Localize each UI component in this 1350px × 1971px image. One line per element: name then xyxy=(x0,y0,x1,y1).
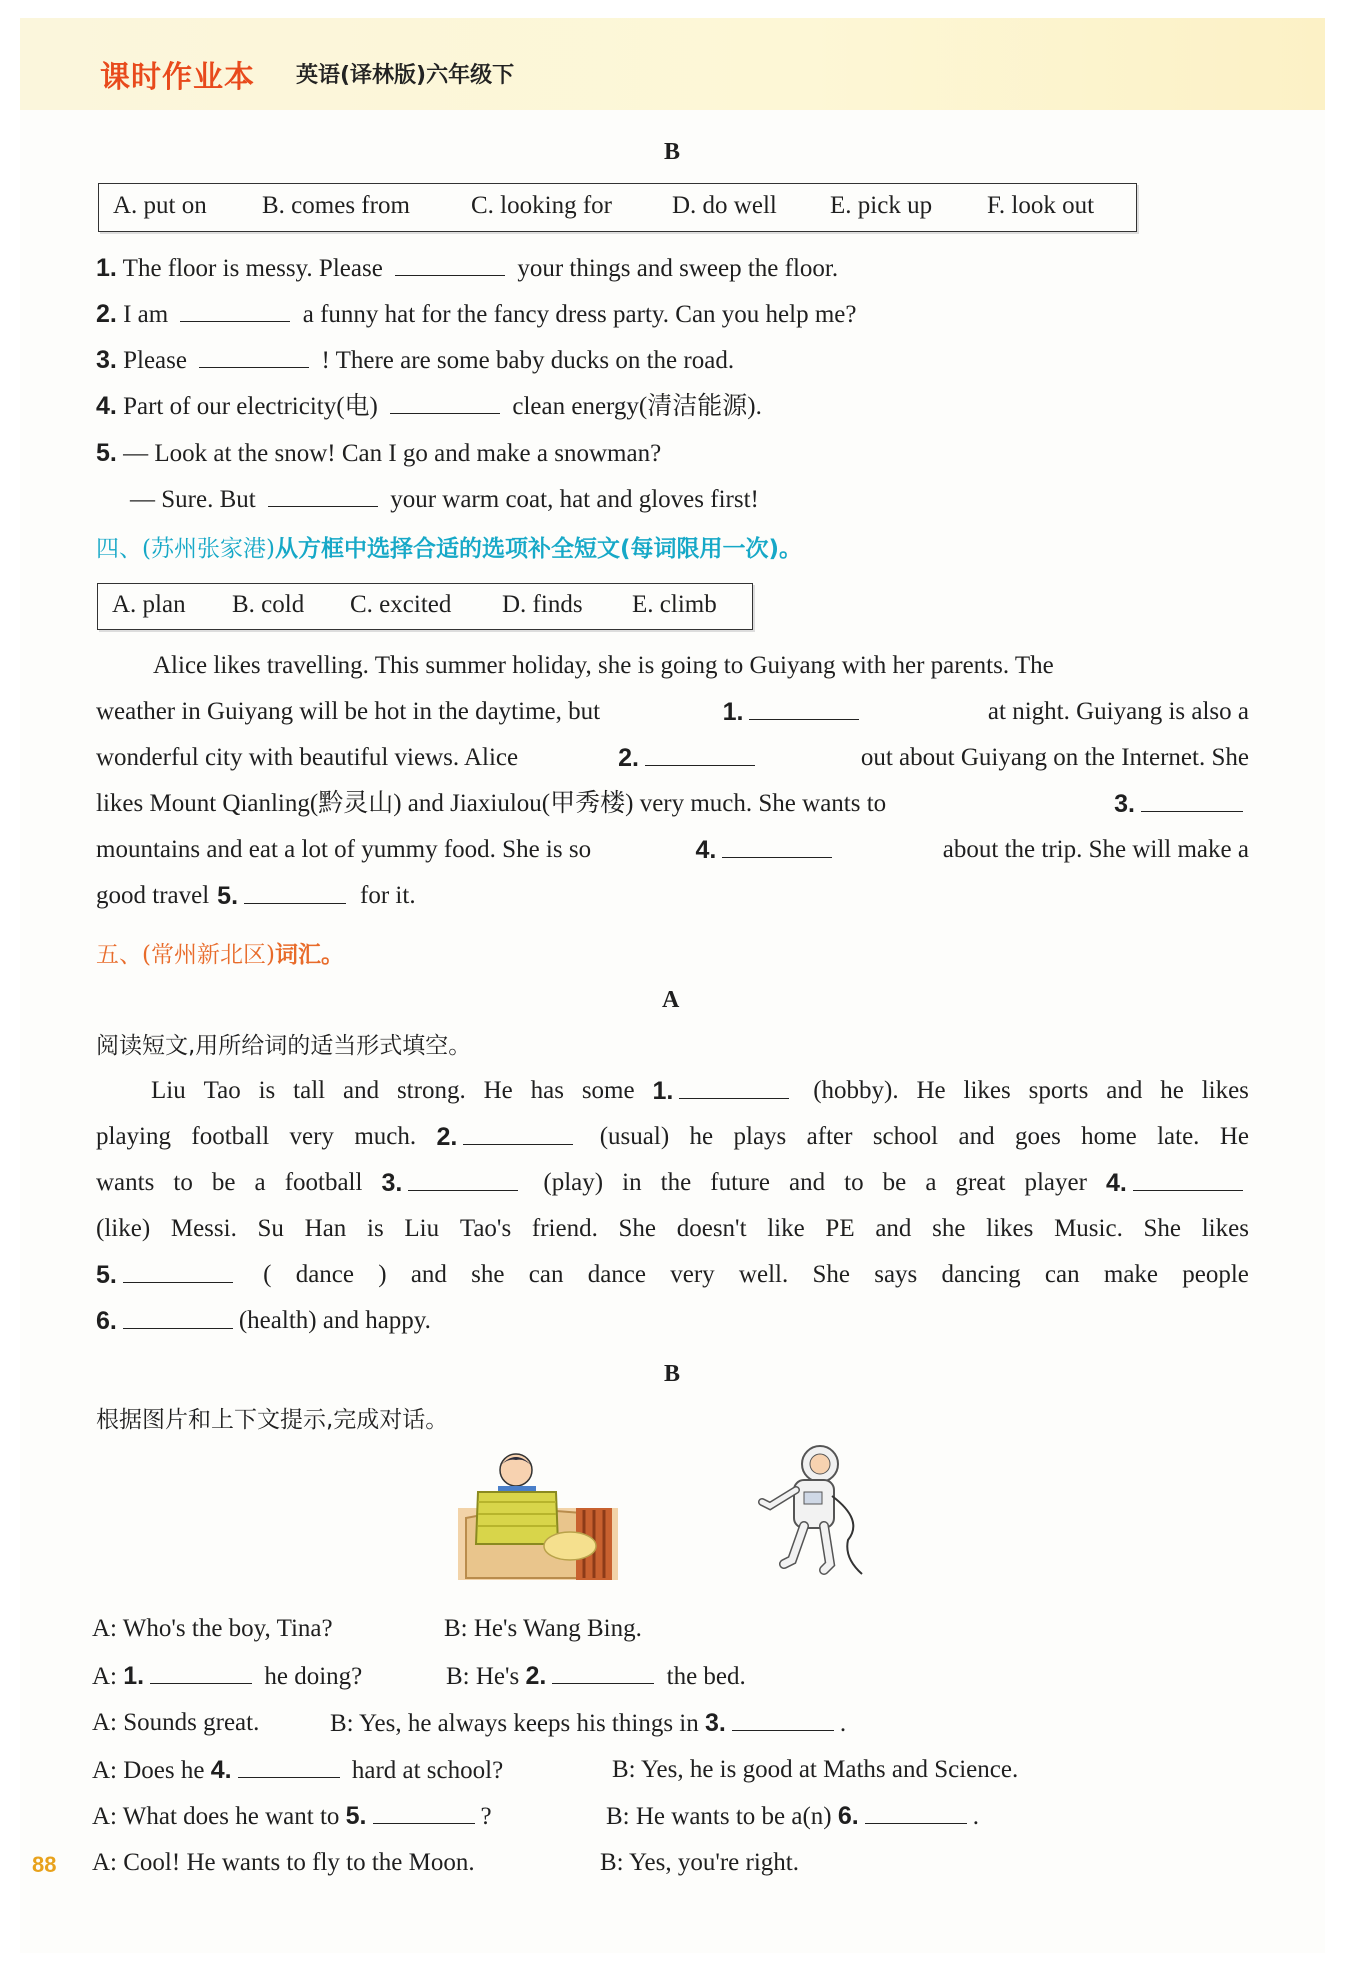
passage-word: she xyxy=(932,1215,966,1242)
answer-blank[interactable] xyxy=(390,391,500,414)
dialogue-line-b xyxy=(446,1660,746,1693)
dialogue-line-b xyxy=(330,1707,846,1740)
passage-word: likes xyxy=(986,1215,1034,1242)
section-4-passage xyxy=(96,650,1249,926)
passage-word: to xyxy=(844,1169,864,1196)
passage-word: (usual) xyxy=(599,1123,670,1150)
passage-word: ) xyxy=(378,1261,387,1288)
passage-word: plays xyxy=(733,1123,787,1150)
passage-word: PE xyxy=(825,1215,855,1242)
passage-word: tall xyxy=(293,1077,326,1104)
passage-word: is xyxy=(258,1077,276,1104)
passage-word: has xyxy=(530,1077,564,1104)
blank-number: 3. xyxy=(381,1169,403,1197)
answer-blank[interactable] xyxy=(238,1755,340,1778)
option-box-4 xyxy=(97,583,753,630)
passage-line: mountains and eat a lot of yummy food. She is so 4. about the trip. She will make a xyxy=(96,836,1249,864)
passage-word: school xyxy=(872,1123,939,1150)
dialogue-line-b xyxy=(612,1754,1018,1786)
dialogue-line-b xyxy=(444,1613,642,1645)
passage-word: wants xyxy=(96,1169,155,1196)
passage-word: like xyxy=(767,1215,805,1242)
dialogue-text: B: Yes, you're right. xyxy=(600,1849,799,1876)
answer-blank[interactable] xyxy=(244,881,346,904)
dialogue-text: B: He wants to be a(n) xyxy=(606,1803,838,1830)
passage-word: the xyxy=(660,1169,692,1196)
passage-word: in xyxy=(622,1169,642,1196)
blank-number: 6. xyxy=(837,1802,859,1830)
passage-word: likes xyxy=(963,1077,1011,1104)
blank-number: 2. xyxy=(525,1662,547,1690)
option-c: C. excited xyxy=(350,591,452,618)
passage-word: dance xyxy=(587,1261,646,1288)
dialogue-line-a xyxy=(92,1613,333,1645)
passage-word: to xyxy=(173,1169,193,1196)
answer-blank[interactable] xyxy=(679,1076,789,1099)
dialogue-text: hard at school? xyxy=(345,1757,504,1784)
answer-blank[interactable] xyxy=(123,1260,233,1283)
passage-word: (hobby). xyxy=(813,1077,899,1104)
passage-word: He xyxy=(483,1077,513,1104)
passage-word: Su xyxy=(257,1215,284,1242)
dialogue-line-a xyxy=(92,1847,475,1879)
section-4-title: 四、(苏州张家港)从方框中选择合适的选项补全短文(每词限用一次)。 xyxy=(96,536,802,562)
dialogue-text: B: He's xyxy=(446,1663,526,1690)
passage-word: likes xyxy=(1201,1215,1249,1242)
blank-number: 5. xyxy=(96,1261,117,1289)
passage-word: some xyxy=(581,1077,635,1104)
option-box-3b xyxy=(98,183,1137,232)
passage-line xyxy=(96,1305,1249,1351)
part-a-passage xyxy=(96,1075,1249,1351)
passage-word: goes xyxy=(1014,1123,1061,1150)
passage-word: a xyxy=(925,1169,937,1196)
blank-number: 4. xyxy=(210,1756,232,1784)
dialogue-line-a xyxy=(92,1707,259,1739)
answer-blank[interactable] xyxy=(645,743,755,766)
dialogue-text: he doing? xyxy=(258,1663,363,1690)
passage-word: future xyxy=(710,1169,770,1196)
dialogue-text: A: xyxy=(92,1663,124,1690)
answer-blank[interactable] xyxy=(199,345,309,368)
passage-word: dancing xyxy=(941,1261,1021,1288)
passage-word: and xyxy=(875,1215,912,1242)
astronaut-illustration xyxy=(744,1440,864,1582)
option-e: E. climb xyxy=(632,591,717,618)
passage-word: She xyxy=(618,1215,657,1242)
passage-word: after xyxy=(806,1123,853,1150)
blank-number: 2. xyxy=(436,1123,458,1151)
answer-blank[interactable] xyxy=(722,835,832,858)
passage-word: She xyxy=(812,1261,850,1288)
answer-blank[interactable] xyxy=(749,697,859,720)
passage-word: great xyxy=(955,1169,1006,1196)
answer-blank[interactable] xyxy=(150,1661,252,1684)
dialogue-line-a xyxy=(92,1660,362,1693)
passage-word: friend. xyxy=(531,1215,598,1242)
part-a-heading: A xyxy=(662,987,680,1013)
passage-word: late. xyxy=(1157,1123,1200,1150)
passage-word: and xyxy=(410,1261,447,1288)
dialogue-text: the bed. xyxy=(660,1663,746,1690)
passage-word: Music. xyxy=(1054,1215,1123,1242)
question-2: 2. I am a funny hat for the fancy dress party. Can you help me? xyxy=(96,300,857,328)
passage-word: player xyxy=(1024,1169,1087,1196)
passage-word: is xyxy=(367,1215,384,1242)
passage-word: very xyxy=(289,1123,334,1150)
passage-word: (play) xyxy=(543,1169,604,1196)
dialogue-text: . xyxy=(839,1710,847,1737)
dialogue-text: A: Cool! He wants to fly to the Moon. xyxy=(92,1849,475,1876)
passage-line: weather in Guiyang will be hot in the daytime, but 1. at night. Guiyang is also a xyxy=(96,698,1249,726)
passage-word: Messi. xyxy=(170,1215,237,1242)
dialogue-text: A: What does he want to xyxy=(92,1803,346,1830)
blank-group xyxy=(436,1121,579,1167)
passage-word: She xyxy=(1143,1215,1182,1242)
blank-number: 3. xyxy=(705,1709,726,1737)
dialogue-text: B: Yes, he is good at Maths and Science. xyxy=(612,1756,1019,1783)
dialogue-line-a xyxy=(92,1754,503,1787)
passage-word: Han xyxy=(304,1215,347,1242)
answer-blank[interactable] xyxy=(1133,1168,1243,1191)
passage-word: (like) xyxy=(96,1215,151,1242)
option-d: D. do well xyxy=(672,192,777,219)
blank-group xyxy=(382,1167,525,1213)
brand-title: 课时作业本 xyxy=(100,60,255,95)
dialogue-line-b xyxy=(606,1800,979,1833)
passage-word: Tao's xyxy=(459,1215,512,1242)
passage-word: can xyxy=(528,1261,564,1288)
question-1: 1. The floor is messy. Please your things and sweep the floor. xyxy=(96,254,839,282)
passage-word: people xyxy=(1182,1261,1249,1288)
blank-number: 5. xyxy=(345,1802,367,1830)
option-d: D. finds xyxy=(502,591,583,618)
dialogue-text: A: Does he xyxy=(92,1757,211,1784)
page-number: 88 xyxy=(32,1852,57,1877)
blank-number: 1. xyxy=(123,1662,145,1690)
passage-word: a xyxy=(254,1169,266,1196)
part-a-instruction: 阅读短文,用所给词的适当形式填空。 xyxy=(96,1033,472,1059)
section-5-title: 五、(常州新北区)词汇。 xyxy=(96,942,344,968)
passage-word: Liu xyxy=(404,1215,440,1242)
blank-number: 4. xyxy=(1106,1169,1127,1197)
passage-word: football xyxy=(284,1169,363,1196)
dialogue-text: . xyxy=(972,1803,979,1830)
question-4: 4. Part of our electricity(电) clean energy(清洁能源). xyxy=(96,392,762,420)
answer-blank[interactable] xyxy=(732,1708,834,1731)
dialogue-text: A: Who's the boy, Tina? xyxy=(92,1615,333,1642)
passage-word: strong. xyxy=(396,1077,466,1104)
boy-making-bed-illustration xyxy=(458,1448,618,1580)
passage-word: (health) and happy. xyxy=(238,1307,431,1334)
passage-word: she xyxy=(471,1261,505,1288)
answer-blank[interactable] xyxy=(268,484,378,507)
passage-word: be xyxy=(882,1169,907,1196)
passage-line: likes Mount Qianling(黔灵山) and Jiaxiulou(甲秀楼) very much. She wants to 3. xyxy=(96,788,1249,834)
passage-line xyxy=(96,1213,1249,1259)
passage-line: wonderful city with beautiful views. Alice 2. out about Guiyang on the Internet. She xyxy=(96,744,1249,772)
dialogue-text: ? xyxy=(480,1803,492,1830)
passage-word: He xyxy=(1219,1123,1249,1150)
option-f: F. look out xyxy=(987,192,1095,219)
question-3: 3. Please ! There are some baby ducks on the road. xyxy=(96,346,735,374)
passage-word: and xyxy=(1106,1077,1143,1104)
part-b-instruction: 根据图片和上下文提示,完成对话。 xyxy=(96,1407,449,1433)
question-5-reply: — Sure. But your warm coat, hat and gloves first! xyxy=(130,486,759,513)
part-b-heading: B xyxy=(664,1361,681,1387)
answer-blank[interactable] xyxy=(463,1122,573,1145)
answer-blank[interactable] xyxy=(1141,789,1243,812)
passage-word: he xyxy=(689,1123,714,1150)
blank-group xyxy=(652,1075,795,1121)
answer-blank[interactable] xyxy=(123,1306,233,1329)
dialogue-text: B: He's Wang Bing. xyxy=(444,1615,642,1642)
blank-group xyxy=(1106,1167,1249,1213)
answer-blank[interactable] xyxy=(395,253,505,276)
answer-blank[interactable] xyxy=(373,1801,475,1824)
passage-line xyxy=(96,1259,1249,1305)
option-b: B. cold xyxy=(232,591,305,618)
passage-word: football xyxy=(191,1123,270,1150)
passage-word: sports xyxy=(1028,1077,1089,1104)
passage-word: and xyxy=(789,1169,826,1196)
question-5: 5. — Look at the snow! Can I go and make a snowman? xyxy=(96,439,662,467)
option-b: B. comes from xyxy=(262,192,410,219)
passage-word: Tao xyxy=(203,1077,241,1104)
passage-word: says xyxy=(874,1261,918,1288)
passage-word: can xyxy=(1044,1261,1080,1288)
passage-line xyxy=(96,1075,1249,1121)
passage-word: very xyxy=(670,1261,715,1288)
blank-group xyxy=(96,1259,239,1305)
blank-number: 6. xyxy=(96,1307,117,1335)
passage-line xyxy=(96,1167,1249,1213)
blank-group xyxy=(96,1305,239,1351)
passage-word: dance xyxy=(295,1261,354,1288)
option-a: A. plan xyxy=(112,591,186,618)
dialogue-text: A: Sounds great. xyxy=(92,1709,260,1736)
answer-blank[interactable] xyxy=(408,1168,518,1191)
passage-word: He xyxy=(916,1077,946,1104)
option-c: C. looking for xyxy=(471,192,612,219)
passage-word: ( xyxy=(263,1261,272,1288)
passage-word: well. xyxy=(738,1261,789,1288)
passage-word: Liu xyxy=(151,1077,186,1104)
subject-title: 英语(译林版)六年级下 xyxy=(296,63,515,88)
dialogue-text: B: Yes, he always keeps his things in xyxy=(330,1710,705,1737)
passage-line xyxy=(96,1121,1249,1167)
passage-word: home xyxy=(1081,1123,1137,1150)
passage-word: be xyxy=(211,1169,236,1196)
answer-blank[interactable] xyxy=(552,1661,654,1684)
passage-word: and xyxy=(958,1123,995,1150)
answer-blank[interactable] xyxy=(180,299,290,322)
passage-word: he xyxy=(1160,1077,1184,1104)
blank-number: 1. xyxy=(652,1077,674,1105)
passage-word: playing xyxy=(96,1123,171,1150)
passage-line: good travel 5. for it. xyxy=(96,882,416,910)
dialogue-line-b xyxy=(600,1847,799,1879)
passage-word: make xyxy=(1103,1261,1159,1288)
option-e: E. pick up xyxy=(830,192,933,219)
option-a: A. put on xyxy=(113,192,207,219)
passage-word: doesn't xyxy=(676,1215,747,1242)
section-b-heading: B xyxy=(664,139,681,165)
passage-word: likes xyxy=(1201,1077,1249,1104)
passage-word: and xyxy=(342,1077,380,1104)
passage-line: Alice likes travelling. This summer holiday, she is going to Guiyang with her parents. The xyxy=(153,652,1054,679)
passage-word: much. xyxy=(354,1123,417,1150)
dialogue-line-a xyxy=(92,1800,492,1833)
answer-blank[interactable] xyxy=(865,1801,967,1824)
